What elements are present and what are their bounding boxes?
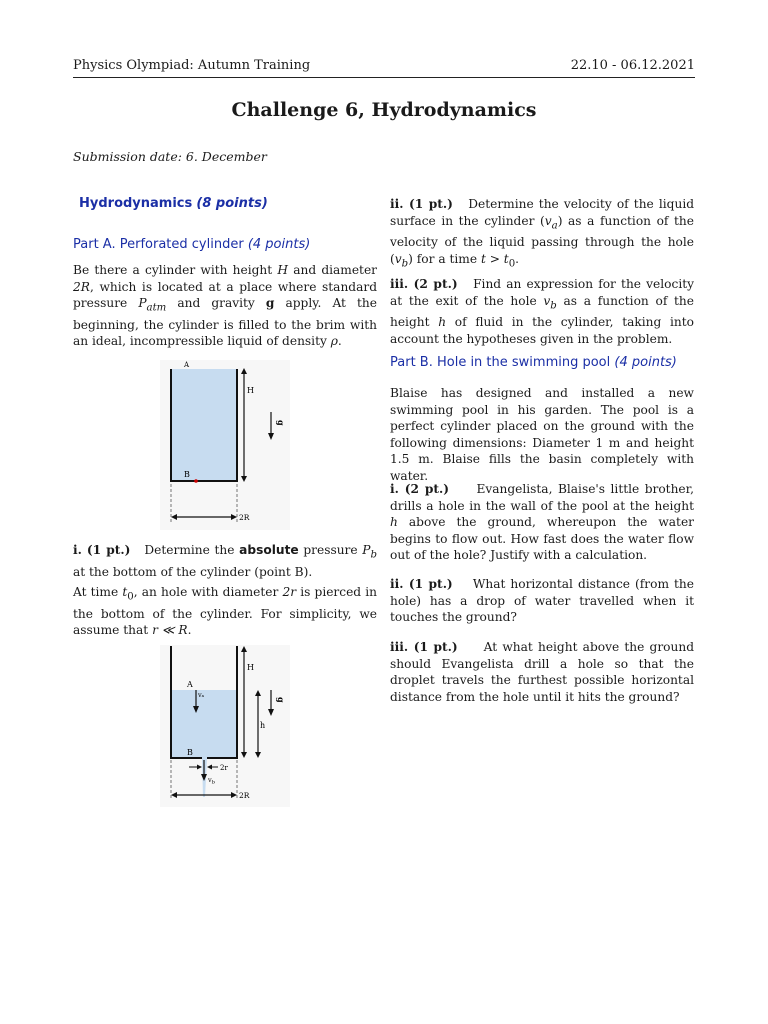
part-a-hole-text: At time $t_0$, an hole with diameter 2r is pierced in the bottom of the cylinder. For simplicity, we assume that r ≪ R.: [73, 585, 377, 638]
question-a3: iii. (2 pt.) Find an expression for the velocity at the exit of the hole $v_b$ as a function of the height h of fluid in the cylinder, taking into account the hypotheses given in the problem.: [390, 277, 695, 346]
label-a: A: [184, 361, 190, 369]
part-b-heading: [390, 355, 677, 370]
question-b3: iii. (1 pt.) At what height above the ground should Evangelista drill a hole so that the droplet travels the furthest possible horizontal distance from the hole until it hits the ground?: [390, 640, 694, 704]
running-header-left: Physics Olympiad: Autumn Training: [73, 58, 311, 73]
part-b-points: (4 points): [614, 355, 677, 370]
label-h-big: H: [247, 663, 254, 672]
label-h-small: h: [260, 721, 266, 730]
part-b-intro: Blaise has designed and installed a new swimming pool in his garden. The pool is a perfect cylinder placed on the ground with the following dimensions: Diameter 1 m and height 1.5 m. Blaise fills the basin completely with water.: [390, 386, 694, 483]
part-a-intro: Be there a cylinder with height H and diameter 2R, which is located at a place where standard pressure $P_{atm}$ and gravity g apply. At the beginning, the cylinder is filled to the brim with an ideal, incompressible liquid of density ρ.: [73, 263, 377, 349]
figure-cylinder-draining: [160, 645, 290, 807]
part-a-title: Part A. Perforated cylinder: [73, 237, 244, 252]
label-b: B: [187, 748, 193, 757]
running-header-right: 22.10 - 06.12.2021: [570, 58, 695, 73]
label-h: H: [247, 386, 254, 395]
label-a: A: [187, 680, 193, 689]
figure-cylinder-full: [160, 360, 290, 530]
header-rule: [73, 77, 695, 78]
question-a2: ii. (1 pt.) Determine the velocity of the liquid surface in the cylinder $(v_a)$ as a function of the velocity of the liquid passing through the hole $(v_b)$ for a time $t > t_0$.: [390, 197, 695, 270]
section-heading: [79, 196, 268, 211]
point-b-marker: [194, 479, 198, 483]
label-2r-big: 2R: [239, 513, 250, 522]
label-g: g: [276, 697, 286, 703]
question-b2: ii. (1 pt.) What horizontal distance (from the hole) has a drop of water travelled when it touches the ground?: [390, 577, 694, 624]
label-g: g: [276, 420, 286, 426]
page-title: Challenge 6, Hydrodynamics: [231, 99, 537, 121]
section-points: (8 points): [196, 196, 268, 211]
liquid-fill: [171, 369, 237, 481]
question-a1: i. (1 pt.) Determine the absolute pressure $P_b$ at the bottom of the cylinder (point B).: [73, 543, 377, 579]
label-2r-big: 2R: [239, 791, 250, 800]
submission-date: Submission date: 6. December: [73, 149, 267, 164]
label-2r-small: 2r: [220, 764, 228, 772]
label-vb: $v_b$: [208, 776, 215, 786]
label-va: vₐ: [198, 691, 205, 699]
part-a-heading: [73, 237, 310, 252]
liquid-fill: [171, 690, 237, 758]
question-b1: i. (2 pt.) Evangelista, Blaise's little brother, drills a hole in the wall of the pool at the height h above the ground, whereupon the water begins to flow out. How fast does the water flow out of the hole? Justify with a calculation.: [390, 482, 694, 562]
section-name: Hydrodynamics: [79, 196, 193, 211]
part-a-points: (4 points): [247, 237, 311, 252]
label-b: B: [184, 470, 190, 479]
part-b-title: Part B. Hole in the swimming pool: [390, 355, 611, 370]
